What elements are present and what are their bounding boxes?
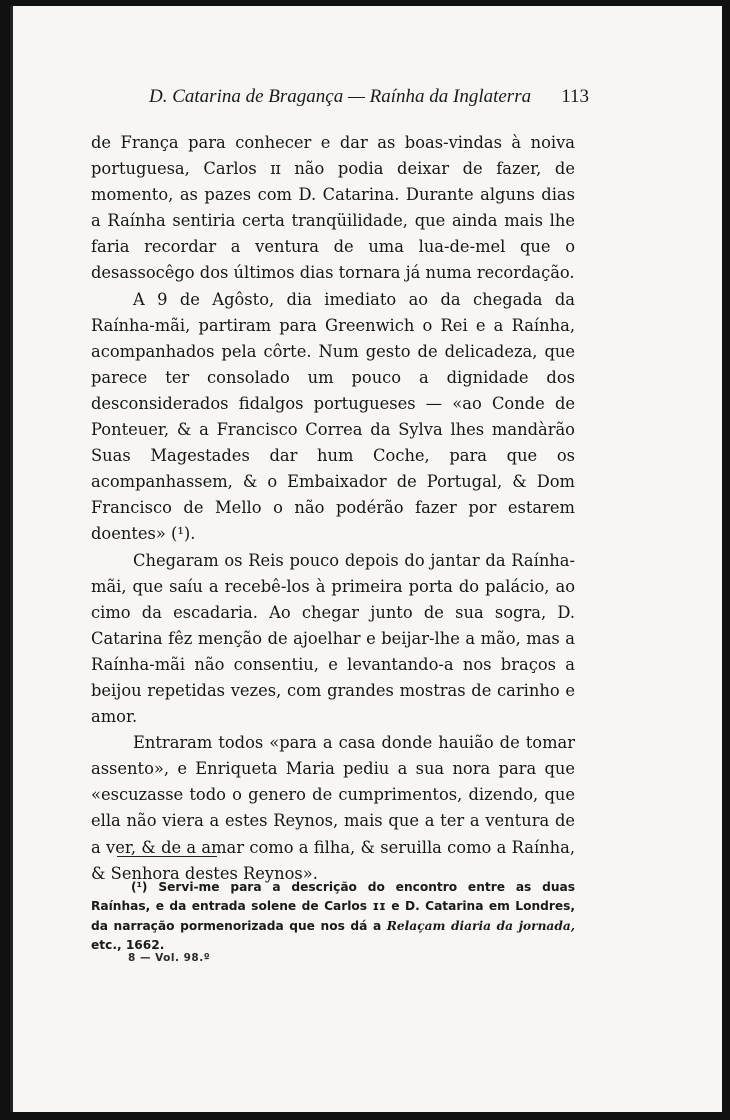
footnote-source-title: Relaçam diaria da jornada, [386, 918, 575, 933]
footnote [91, 878, 575, 955]
main-text [91, 130, 575, 887]
footnote-rule [117, 856, 217, 857]
footnote-text: Servi-me para a descrição do encontro entre as duas Raínhas, e da entrada solene de Carlos ɪɪ e D. Catarina em Londres, da narração pormenorizada que nos dá a [91, 880, 576, 933]
footnote-text-end: etc., 1662. [91, 937, 165, 952]
page-number: 113 [561, 86, 589, 107]
running-header [149, 86, 589, 116]
running-title: D. Catarina de Bragança — Raínha da Inglaterra [149, 86, 532, 107]
printer-signature: 8 — Vol. 98.º [128, 952, 211, 964]
paragraph: A 9 de Agôsto, dia imediato ao da chegada da Raínha-mãi, partiram para Greenwich o Rei e a Raínha, acompanhados pela côrte. Num gesto de delicadeza, que parece ter consolado um pouco a dignidade dos desconsiderados fidalgos portugueses — «ao Conde de Ponteuer, & a Francisco Correa da Sylva lhes mandàrão Suas Magestades dar hum Coche, para que os acompanhassem, & o Embaixador de Portugal, & Dom Francisco de Mello o não podérão fazer por estarem doentes» (¹). [91, 289, 575, 544]
paragraph: de França para conhecer e dar as boas-vindas à noiva portuguesa, Carlos ɪɪ não podia deixar de fazer, de momento, as pazes com D. Catarina. Durante alguns dias a Raínha sentiria certa tranqüilidade, que ainda mais lhe faria recordar a ventura de uma lua-de-mel que o desassocêgo dos últimos dias tornara já numa recordação. [91, 133, 575, 283]
book-page [10, 6, 722, 1112]
paragraph: Chegaram os Reis pouco depois do jantar da Raínha-mãi, que saíu a recebê-los à primeira porta do palácio, ao cimo da escadaria. Ao chegar junto de sua sogra, D. Catarina fêz menção de ajoelhar e beijar-lhe a mão, mas a Raínha-mãi não consentiu, e levantando-a nos braços a beijou repetidas vezes, com grandes mostras de carinho e amor. [91, 550, 575, 727]
footnote-mark: (¹) [131, 880, 148, 894]
paragraph: Entraram todos «para a casa donde hauião de tomar assento», e Enriqueta Maria pediu a sua nora para que «escuzasse todo o genero de cumprimentos, dizendo, que ella não viera a estes Reynos, mais que a ter a ventura de a ver, & de a amar como a filha, & seruilla como a Raínha, & Senhora destes Reynos». [91, 733, 575, 883]
